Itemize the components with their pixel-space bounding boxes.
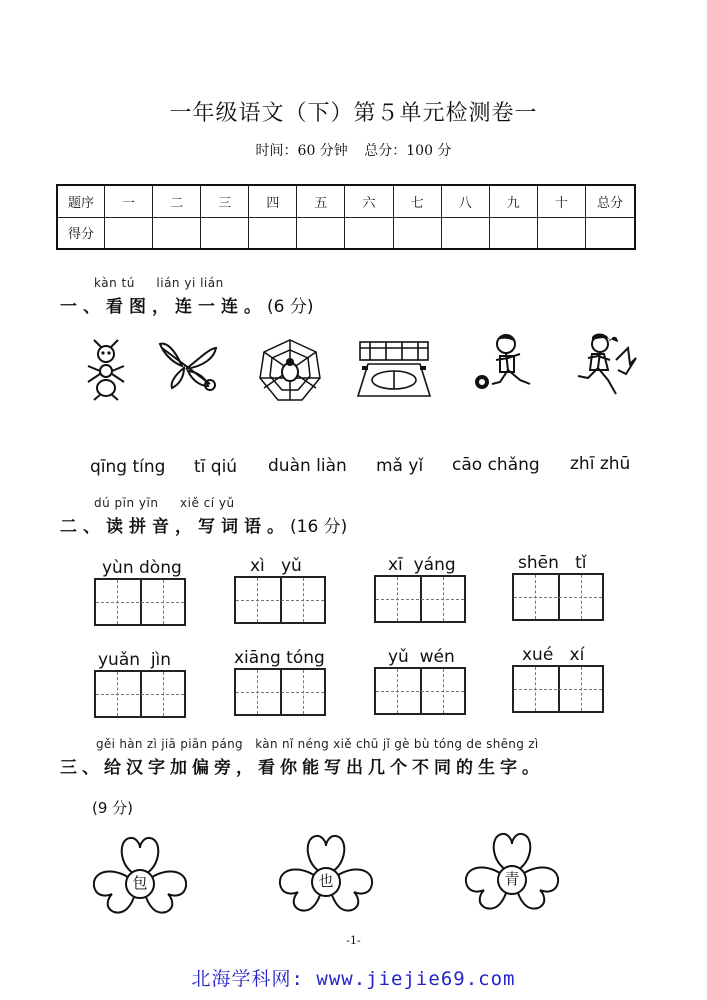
match-word[interactable]: cāo chǎng <box>452 455 540 475</box>
writing-grid[interactable] <box>234 668 326 716</box>
writing-grid[interactable] <box>94 670 186 718</box>
score-input-cell[interactable] <box>586 217 636 249</box>
score-cell: 一 <box>105 185 153 217</box>
section3-points: (9 分) <box>92 799 134 817</box>
section2-pinyin: dú pīn yīn xiě cí yǔ <box>94 496 235 510</box>
word-pinyin: yǔ wén <box>388 647 455 667</box>
score-input-cell[interactable] <box>537 217 585 249</box>
score-input-cell[interactable] <box>489 217 537 249</box>
total-score-label: 总分：100 分 <box>364 143 452 159</box>
writing-grid[interactable] <box>94 578 186 626</box>
section2-points: (16 分) <box>290 517 348 537</box>
score-cell: 三 <box>201 185 249 217</box>
writing-grid[interactable] <box>512 665 604 713</box>
writing-grid[interactable] <box>234 576 326 624</box>
girl-skipping-icon[interactable] <box>568 330 638 400</box>
ant-icon[interactable] <box>74 338 138 402</box>
score-input-cell[interactable] <box>105 217 153 249</box>
score-cell: 十 <box>537 185 585 217</box>
score-input-cell[interactable] <box>201 217 249 249</box>
score-cell: 四 <box>249 185 297 217</box>
score-cell: 六 <box>345 185 393 217</box>
match-word[interactable]: mǎ yǐ <box>376 456 424 476</box>
score-cell: 总分 <box>586 185 636 217</box>
word-pinyin: shēn tǐ <box>518 553 587 573</box>
score-row-label: 得分 <box>57 217 105 249</box>
section3-heading: 三、给汉字加偏旁，看你能写出几个不同的生字。 <box>60 758 544 778</box>
section3-pinyin: gěi hàn zì jiā piān páng kàn nǐ néng xiě chū jǐ gè bù tóng de shēng zì <box>96 737 539 751</box>
section1-pinyin: kàn tú lián yi lián <box>94 276 224 290</box>
flower-character: 也 <box>318 872 334 890</box>
page-number: -1- <box>346 934 361 947</box>
word-pinyin: xiāng tóng <box>234 648 325 668</box>
score-table-header-row <box>57 185 635 217</box>
page-title: 一年级语文（下）第５单元检测卷一 <box>169 101 538 126</box>
score-table <box>56 184 636 250</box>
word-pinyin: yùn dòng <box>102 558 182 578</box>
word-pinyin: yuǎn jìn <box>98 650 172 670</box>
section1-points: (6 分) <box>267 297 314 317</box>
score-input-cell[interactable] <box>393 217 441 249</box>
section2-heading <box>60 512 347 537</box>
section2-title: 二、读拼音，写词语。 <box>60 517 290 537</box>
site-footer: 北海学科网: www.jiejie69.com <box>191 968 516 990</box>
word-pinyin: xī yáng <box>388 555 456 575</box>
word-pinyin: xué xí <box>522 645 585 665</box>
playground-icon[interactable] <box>356 336 432 400</box>
section1-heading <box>60 292 313 317</box>
score-input-cell[interactable] <box>441 217 489 249</box>
flower-character: 青 <box>504 870 520 888</box>
word-pinyin: xì yǔ <box>250 556 302 576</box>
match-word[interactable]: zhī zhū <box>570 454 631 474</box>
boy-kicking-ball-icon[interactable] <box>470 332 540 402</box>
match-word[interactable]: tī qiú <box>194 457 238 477</box>
score-cell: 五 <box>297 185 345 217</box>
score-cell: 八 <box>441 185 489 217</box>
flower-character: 包 <box>132 874 148 892</box>
score-input-cell[interactable] <box>297 217 345 249</box>
match-word[interactable]: duàn liàn <box>268 456 347 476</box>
score-cell: 题序 <box>57 185 105 217</box>
score-cell: 二 <box>153 185 201 217</box>
time-label: 时间：60 分钟 <box>255 143 348 159</box>
score-input-cell[interactable] <box>153 217 201 249</box>
writing-grid[interactable] <box>374 667 466 715</box>
score-cell: 九 <box>489 185 537 217</box>
exam-info <box>0 140 707 160</box>
score-cell: 七 <box>393 185 441 217</box>
writing-grid[interactable] <box>374 575 466 623</box>
section1-title: 一、看图，连一连。 <box>60 297 267 317</box>
score-table-score-row <box>57 217 635 249</box>
dragonfly-icon[interactable] <box>156 338 220 402</box>
spider-icon[interactable] <box>258 338 322 402</box>
match-word[interactable]: qīng tíng <box>90 457 166 477</box>
score-input-cell[interactable] <box>345 217 393 249</box>
writing-grid[interactable] <box>512 573 604 621</box>
score-input-cell[interactable] <box>249 217 297 249</box>
